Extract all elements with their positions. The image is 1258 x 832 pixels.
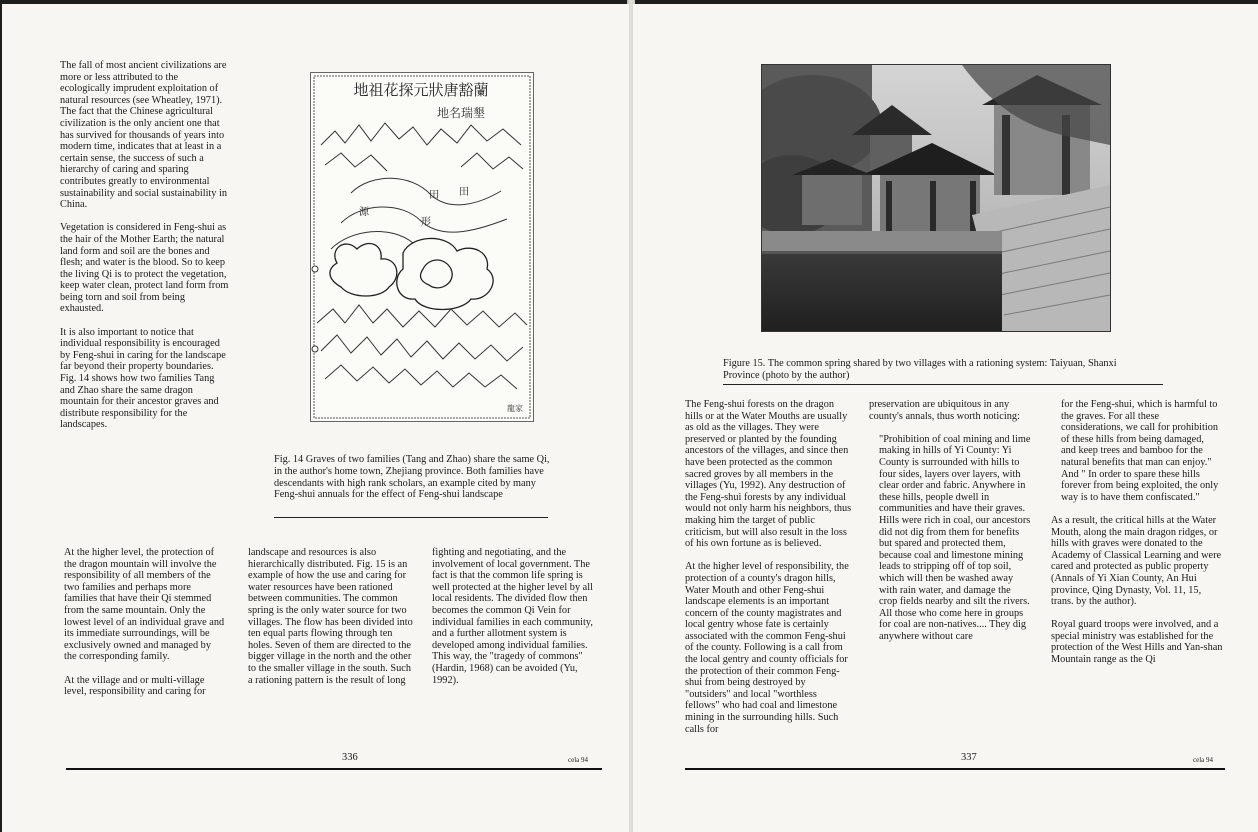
paragraph: fighting and negotiating, and the involvement of local government. The fact is that the common life spring is well protected at the higher level by all local residents. The divided flow then becomes the common Qi Vein for individual families in each community, and a further allotment system is developed among individual families. This way, the "tragedy of commons" (Hardin, 1968) can be avoided (Yu, 1992). bbox=[432, 547, 593, 686]
paragraph: At the higher level, the protection of the dragon mountain will involve the responsibility of all members of the two families and perhaps more families that have their Qi stemmed from the same mountain. Only the lowest level of an individual grave and its immediate surroundings, will be exclusively owned and managed by the corresponding family. bbox=[64, 547, 225, 663]
figure-14-caption: Fig. 14 Graves of two families (Tang and Zhao) share the same Qi, in the author's home town, Zhejiang province. Both families have descendants with high rank scholars, an example cited by many Feng-shui annuals for the effect of Feng-shui landscape bbox=[274, 454, 550, 501]
left-bottom-col2 bbox=[248, 547, 416, 686]
fig14-label-field-1: 田 bbox=[429, 190, 439, 201]
figure-15-caption-text: Figure 15. The common spring shared by two villages with a rationing system: Taiyuan, Shanxi Province (photo by the author) bbox=[723, 358, 1117, 381]
fig14-bottom-mark: 龍家 bbox=[507, 404, 523, 413]
quotation: "Prohibition of coal mining and lime making in hills of Yi County: Yi County is surrounded with hills to four sides, layers over layers, with clear order and fabric. Anywhere in these hills, people dwell in communities and have their graves. Hills were rich in coal, our ancestors did not dig from them for benefits but spared and protected them, because coal and limestone mining leads to stripping off of top soil, which will then be washed away with rain water, and damage the crop fields nearby and silt the rivers. All those who come here in groups for coal are non-natives.... They dig anywhere without care bbox=[879, 433, 1031, 642]
paragraph: Vegetation is considered in Feng-shui as the hair of the Mother Earth; the natural land form and soil are the bones and flesh; and water is the blood. So to keep the living Qi is to protect the vegetation, keep water clean, protect land form from being torn and soil from being exhausted. bbox=[60, 222, 229, 315]
paragraph: At the higher level of responsibility, the protection of a county's dragon hills, Water Mouth and other Feng-shui landscape elements is an important concern of the county magistrates and local gentry whose fate is certainly associated with the common Feng-shui of the county. Following is a call from the local gentry and county officials for the protection of their common Feng-shui from being destroyed by "outsiders" and local "worthless fellows" who had coal and limestone mining in the surrounding hills. Such calls for bbox=[685, 561, 849, 735]
left-col1-text bbox=[60, 60, 230, 431]
fig14-side-characters: 地名瑞墾 bbox=[436, 106, 486, 120]
fig14-label-source: 源 bbox=[359, 207, 369, 218]
paragraph: Royal guard troops were involved, and a special ministry was established for the protection of the West Hills and Yan-shan Mountain range as the Qi bbox=[1051, 619, 1223, 666]
paragraph: At the village and or multi-village level, responsibility and caring for bbox=[64, 674, 206, 698]
page-number: 337 bbox=[961, 752, 977, 763]
figure-15-caption bbox=[723, 358, 1153, 382]
figure-14-map bbox=[310, 72, 534, 422]
fig14-title-characters: 地祖花探元狀唐豁蘭 bbox=[353, 81, 489, 99]
journal-name: cela 94 bbox=[1193, 756, 1214, 764]
page-number: 336 bbox=[342, 752, 358, 763]
paragraph: The fall of most ancient civilizations are more or less attributed to the ecologically imprudent exploitation of natural resources (see Wheatley, 1971). The fact that the Chinese agricultural civilization is the only ancient one that has survived for thousands of years into modern time, indicates that at least in a certain sense, the success of such a hierarchy of caring and sparing contributes greatly to environmental sustainability and social sustainability in China. bbox=[60, 60, 228, 211]
journal-name: cela 94 bbox=[568, 756, 589, 764]
footer-rule bbox=[685, 768, 1225, 770]
figure-15-photo bbox=[761, 64, 1111, 332]
right-col1-text bbox=[685, 399, 853, 735]
left-page bbox=[2, 4, 629, 832]
paragraph: As a result, the critical hills at the Water Mouth, along the main dragon ridges, or hills with graves were donated to the Academy of Classical Learning and were cared and protected as public property (Annals of Yi Xian County, An Hui province, Qing Dynasty, Vol. 11, 15, trans. by the author). bbox=[1051, 514, 1222, 608]
right-page bbox=[633, 4, 1258, 832]
figure-15-caption-rule bbox=[723, 384, 1163, 385]
figure-14-caption-rule bbox=[274, 517, 548, 518]
right-col3-text bbox=[1051, 399, 1223, 666]
fig14-label-form: 形 bbox=[421, 217, 431, 228]
footer-rule bbox=[66, 768, 602, 770]
paragraph: It is also important to notice that individual responsibility is encouraged by Feng-shui in caring for the landscape far beyond their property boundaries. Fig. 14 shows how two families Tang and Zhao share the same dragon mountain for their ancestor graves and distribute responsibility for the landscapes. bbox=[60, 326, 226, 431]
quotation: for the Feng-shui, which is harmful to the graves. For all these considerations, we call for prohibition of these hills from being damaged, and keep trees and bamboo for the natural benefits that man can enjoy." And " In order to spare these hills forever from being exploited, the only way is to have them confiscated." bbox=[1061, 399, 1219, 503]
right-col2-text bbox=[869, 399, 1035, 642]
left-bottom-col1 bbox=[64, 547, 226, 698]
paragraph: The Feng-shui forests on the dragon hills or at the Water Mouths are usually as old as the villages. They were preserved or planted by the founding ancestors of the villages, and since then have been protected as the common sacred groves by all members in the villages (Yu, 1992). Any destruction of the Feng-shui forests by any individual would not only harm his neighbors, thus making him the target of public criticism, but will also result in the loss of his own fortune as is believed. bbox=[685, 399, 852, 550]
paragraph: landscape and resources is also hierarchically distributed. Fig. 15 is an example of how the use and caring for water resources have been rationed between communities. The common spring is the only water source for two villages. The flow has been divided into ten equal parts flowing through ten holes. Seven of them are directed to the bigger village in the north and the other to the smaller village in the south. Such a rationing pattern is the result of long bbox=[248, 547, 413, 686]
paragraph: preservation are ubiquitous in any county's annals, thus worth noticing: bbox=[869, 399, 1020, 422]
left-bottom-col3 bbox=[432, 547, 594, 686]
fig14-label-field-2: 田 bbox=[459, 187, 469, 198]
